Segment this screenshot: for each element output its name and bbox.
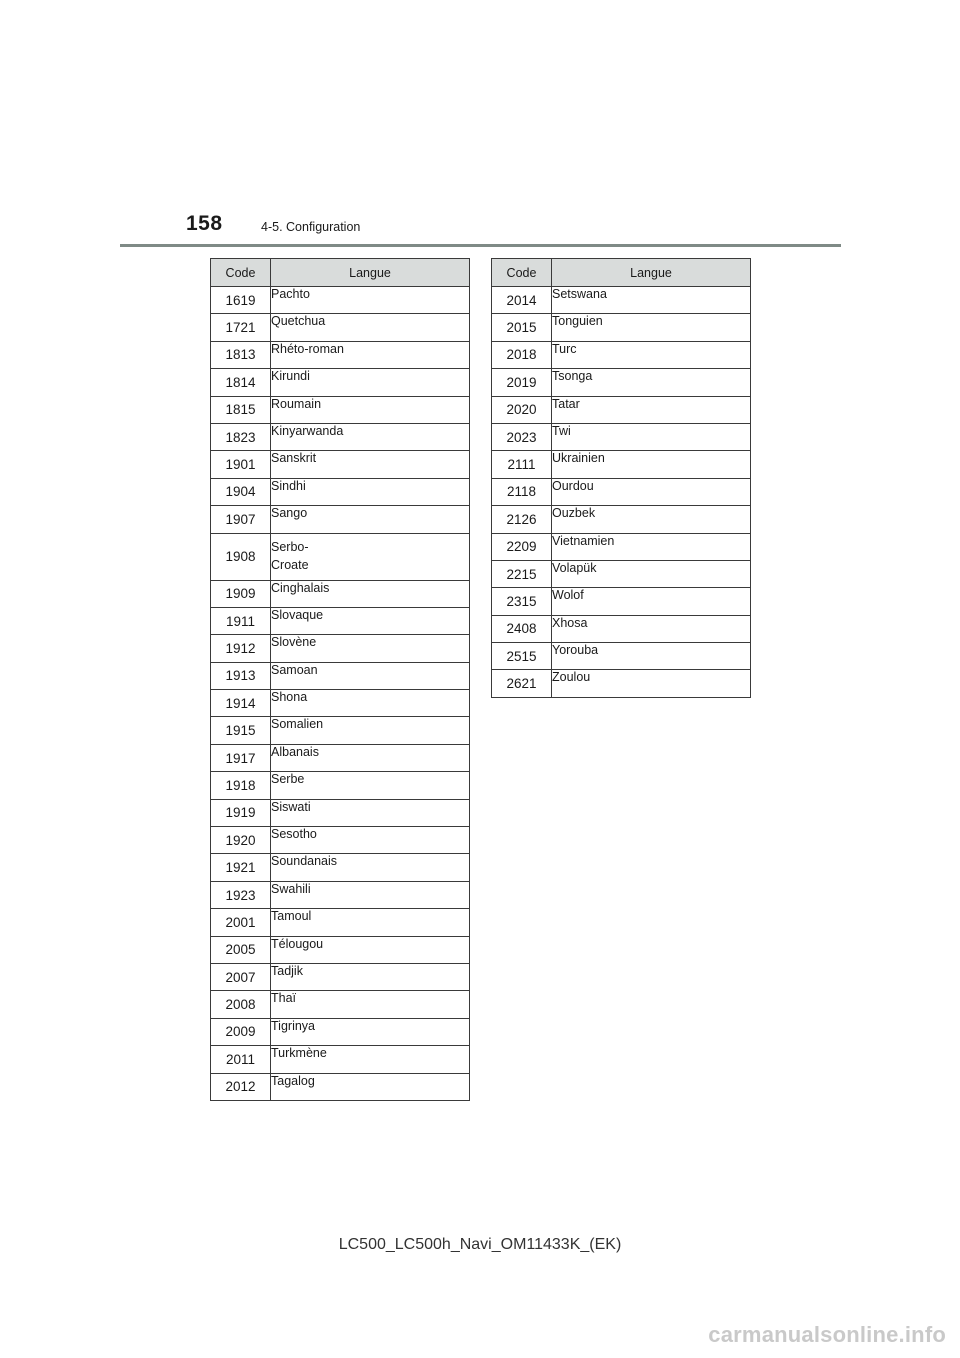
language-code-cell: 2012 (211, 1073, 271, 1100)
language-code-cell: 2209 (492, 533, 552, 560)
language-code-cell: 2315 (492, 588, 552, 615)
language-code-cell: 2020 (492, 396, 552, 423)
table-row (211, 580, 470, 607)
language-code-cell: 1815 (211, 396, 271, 423)
table-row (492, 506, 751, 533)
table-row (211, 635, 470, 662)
table-row (211, 423, 470, 450)
language-name-cell: Swahili (271, 881, 470, 908)
table-row (492, 560, 751, 587)
language-code-cell: 1923 (211, 881, 271, 908)
language-code-cell: 2011 (211, 1046, 271, 1073)
table-row (211, 690, 470, 717)
table-header-row (211, 259, 470, 287)
language-code-cell: 1823 (211, 423, 271, 450)
language-code-cell: 1913 (211, 662, 271, 689)
language-name-cell: Ourdou (552, 478, 751, 505)
table-row (211, 396, 470, 423)
language-name-cell: Sindhi (271, 478, 470, 505)
table-row (211, 936, 470, 963)
language-name-cell: Samoan (271, 662, 470, 689)
language-code-cell: 1814 (211, 369, 271, 396)
language-code-cell: 2014 (492, 287, 552, 314)
table-row (492, 451, 751, 478)
language-code-cell: 1721 (211, 314, 271, 341)
section-title: 4-5. Configuration (261, 220, 361, 234)
language-name-cell: Serbo- Croate (271, 533, 470, 580)
language-code-cell: 1912 (211, 635, 271, 662)
table-row (211, 854, 470, 881)
language-code-cell: 2621 (492, 670, 552, 697)
language-code-cell: 2215 (492, 560, 552, 587)
table-row (211, 717, 470, 744)
language-name-cell: Xhosa (552, 615, 751, 642)
table-row (492, 369, 751, 396)
code-column-header: Code (211, 259, 271, 287)
table-row (492, 643, 751, 670)
language-code-cell: 1920 (211, 827, 271, 854)
language-name-cell: Tsonga (552, 369, 751, 396)
language-name-cell: Slovène (271, 635, 470, 662)
language-name-cell: Cinghalais (271, 580, 470, 607)
language-code-cell: 1918 (211, 772, 271, 799)
language-code-cell: 1921 (211, 854, 271, 881)
language-code-table-left (210, 258, 470, 1101)
language-name-cell: Tamoul (271, 909, 470, 936)
language-name-cell: Slovaque (271, 607, 470, 634)
language-name-cell: Roumain (271, 396, 470, 423)
table-row (492, 615, 751, 642)
language-name-cell: Sanskrit (271, 451, 470, 478)
table-row (211, 533, 470, 580)
table-header-row (492, 259, 751, 287)
language-name-cell: Turc (552, 341, 751, 368)
table-row (211, 772, 470, 799)
language-column-header: Langue (552, 259, 751, 287)
table-row (211, 1018, 470, 1045)
language-code-cell: 1904 (211, 478, 271, 505)
language-code-cell: 1917 (211, 744, 271, 771)
language-code-cell: 2007 (211, 963, 271, 990)
language-code-cell: 1919 (211, 799, 271, 826)
table-row (492, 423, 751, 450)
language-name-cell: Sesotho (271, 827, 470, 854)
language-code-cell: 2015 (492, 314, 552, 341)
page-number: 158 (186, 212, 223, 235)
table-row (492, 287, 751, 314)
table-row (211, 963, 470, 990)
language-code-cell: 1914 (211, 690, 271, 717)
table-row (211, 369, 470, 396)
language-name-cell: Thaï (271, 991, 470, 1018)
language-code-cell: 1915 (211, 717, 271, 744)
language-code-cell: 2019 (492, 369, 552, 396)
language-name-cell: Volapük (552, 560, 751, 587)
language-code-cell: 2008 (211, 991, 271, 1018)
language-code-cell: 2005 (211, 936, 271, 963)
language-name-cell: Tatar (552, 396, 751, 423)
language-name-cell: Wolof (552, 588, 751, 615)
table-row (211, 991, 470, 1018)
language-code-cell: 1901 (211, 451, 271, 478)
language-code-cell: 1909 (211, 580, 271, 607)
table-row (492, 396, 751, 423)
table-row (492, 478, 751, 505)
language-name-cell: Tigrinya (271, 1018, 470, 1045)
language-name-cell: Ouzbek (552, 506, 751, 533)
table-row (211, 827, 470, 854)
table-row (211, 744, 470, 771)
table-row (492, 314, 751, 341)
language-name-cell: Télougou (271, 936, 470, 963)
language-code-cell: 1908 (211, 533, 271, 580)
language-name-cell: Albanais (271, 744, 470, 771)
language-name-cell: Quetchua (271, 314, 470, 341)
language-code-cell: 1813 (211, 341, 271, 368)
language-name-cell: Kinyarwanda (271, 423, 470, 450)
language-code-cell: 2126 (492, 506, 552, 533)
language-name-cell: Yorouba (552, 643, 751, 670)
table-row (211, 341, 470, 368)
language-name-cell: Tonguien (552, 314, 751, 341)
language-code-cell: 2009 (211, 1018, 271, 1045)
table-row (211, 909, 470, 936)
language-name-cell: Pachto (271, 287, 470, 314)
language-name-cell: Siswati (271, 799, 470, 826)
language-name-cell: Zoulou (552, 670, 751, 697)
table-row (211, 451, 470, 478)
language-name-cell: Sango (271, 506, 470, 533)
table-row (211, 287, 470, 314)
right-table-body (492, 287, 751, 698)
table-row (211, 799, 470, 826)
language-name-cell: Twi (552, 423, 751, 450)
language-name-cell: Vietnamien (552, 533, 751, 560)
table-row (211, 506, 470, 533)
language-code-cell: 2018 (492, 341, 552, 368)
language-name-cell: Turkmène (271, 1046, 470, 1073)
watermark: carmanualsonline.info (708, 1322, 946, 1347)
language-code-table-right (491, 258, 751, 698)
language-name-cell: Kirundi (271, 369, 470, 396)
table-row (492, 588, 751, 615)
language-name-cell: Serbe (271, 772, 470, 799)
header-rule (120, 244, 841, 247)
language-code-cell: 2111 (492, 451, 552, 478)
code-column-header: Code (492, 259, 552, 287)
language-name-cell: Rhéto-roman (271, 341, 470, 368)
language-code-cell: 2515 (492, 643, 552, 670)
table-row (211, 314, 470, 341)
language-code-cell: 2118 (492, 478, 552, 505)
language-name-cell: Somalien (271, 717, 470, 744)
language-name-cell: Setswana (552, 287, 751, 314)
language-name-cell: Tagalog (271, 1073, 470, 1100)
table-row (492, 533, 751, 560)
language-column-header: Langue (271, 259, 470, 287)
language-code-cell: 2023 (492, 423, 552, 450)
table-row (211, 881, 470, 908)
table-row (211, 1046, 470, 1073)
language-name-cell: Soundanais (271, 854, 470, 881)
language-code-cell: 1907 (211, 506, 271, 533)
language-name-cell: Ukrainien (552, 451, 751, 478)
table-row (211, 662, 470, 689)
language-code-cell: 1619 (211, 287, 271, 314)
table-row (211, 478, 470, 505)
language-name-cell: Shona (271, 690, 470, 717)
language-code-cell: 2408 (492, 615, 552, 642)
table-row (492, 670, 751, 697)
table-row (211, 1073, 470, 1100)
language-code-cell: 1911 (211, 607, 271, 634)
table-row (492, 341, 751, 368)
left-table-body (211, 287, 470, 1101)
table-row (211, 607, 470, 634)
language-code-cell: 2001 (211, 909, 271, 936)
footer-document-id: LC500_LC500h_Navi_OM11433K_(EK) (338, 1236, 622, 1253)
language-name-cell: Tadjik (271, 963, 470, 990)
